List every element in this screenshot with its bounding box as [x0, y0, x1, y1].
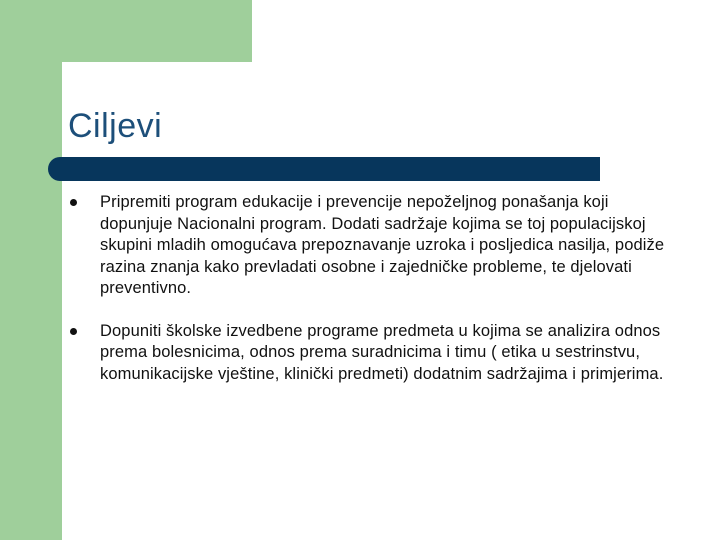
bullet-text: Dopuniti školske izvedbene programe predmeta u kojima se analizira odnos prema bolesnicima, odnos prema suradnicima i timu ( etika u sestrinstvu, komunikacijske vještine, klinički predmeti) dodatnim sadržajima i primjerima. [100, 321, 664, 383]
bullet-item [70, 192, 670, 300]
title-underline-bar [48, 157, 600, 181]
bullet-item [70, 321, 670, 386]
bullet-list [70, 192, 670, 385]
bullet-dot-icon [70, 199, 77, 206]
bullet-text: Pripremiti program edukacije i prevencije nepoželjnog ponašanja koji dopunjuje Nacionalni program. Dodati sadržaje kojima se toj populacijskoj skupini mladih omogućava prepoznavanje uzroka i posljedica nasilja, podiže razina znanja kako prevladati osobne i zajedničke probleme, te djelovati preventivno. [100, 193, 665, 297]
green-left-decoration [0, 0, 62, 540]
bullet-dot-icon [70, 328, 77, 335]
slide-title: Ciljevi [68, 107, 163, 145]
